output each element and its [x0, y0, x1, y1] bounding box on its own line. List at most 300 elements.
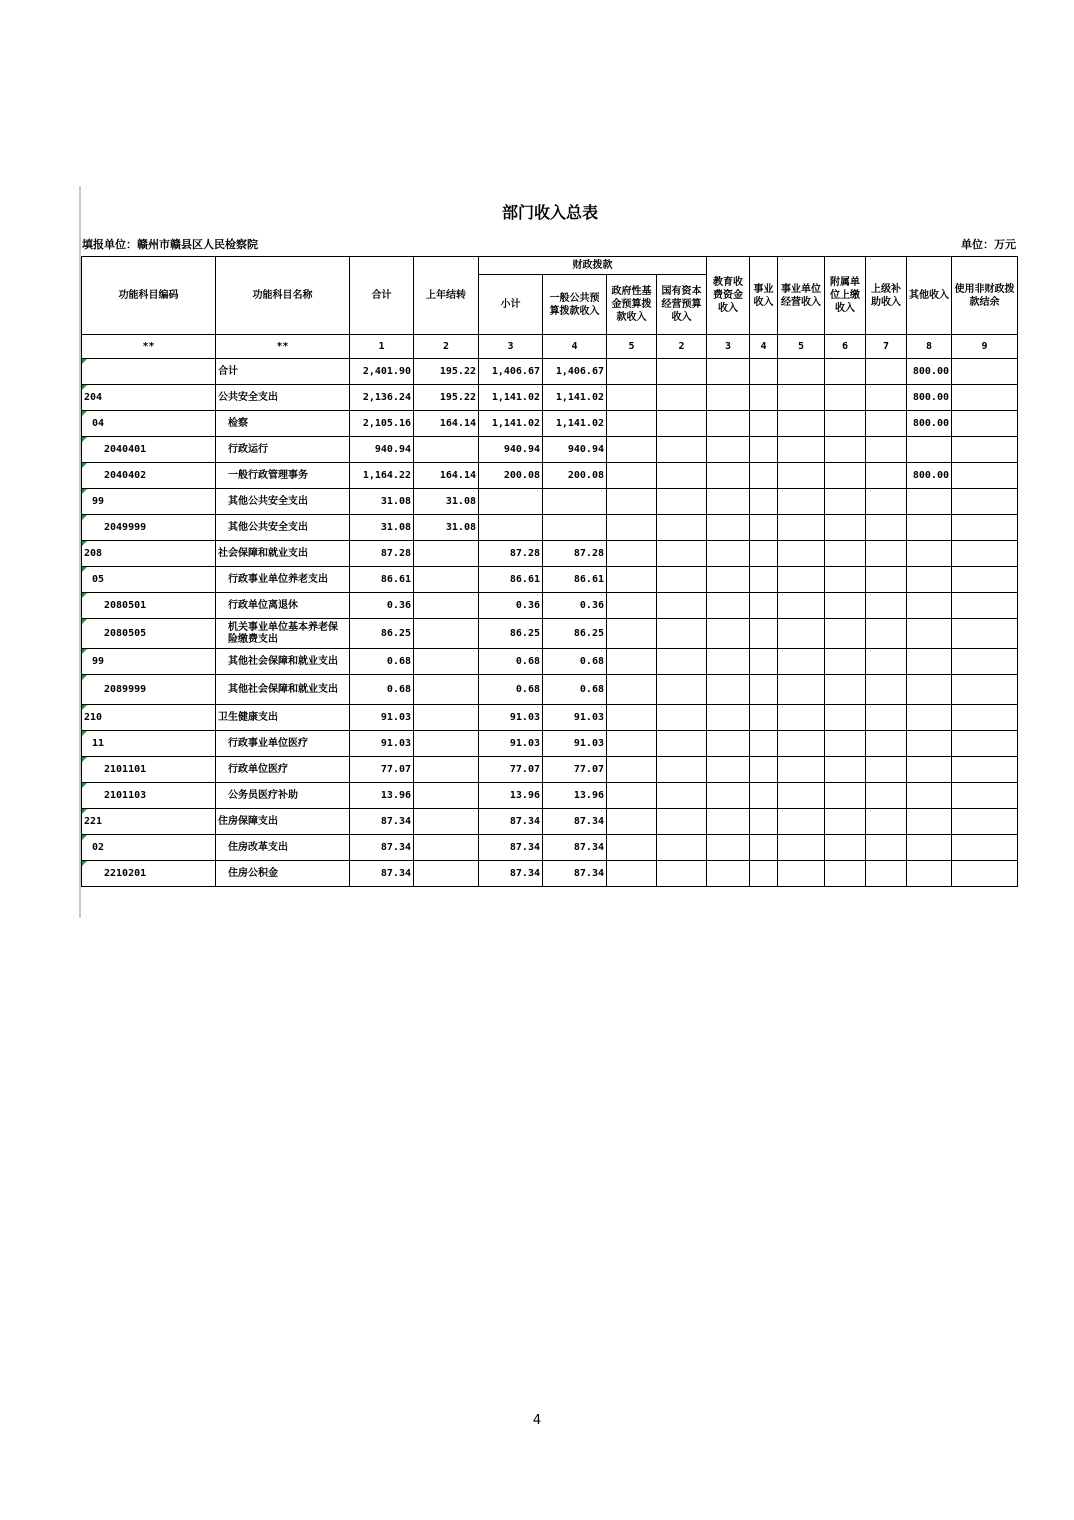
row-career: [750, 835, 778, 861]
row-subtotal: [479, 489, 543, 515]
row-other: [907, 567, 952, 593]
row-stateasset: [657, 675, 707, 705]
row-code: 2049999: [82, 515, 216, 541]
row-other: [907, 593, 952, 619]
row-code: 04: [82, 411, 216, 437]
row-general: 86.61: [543, 567, 607, 593]
row-career: [750, 437, 778, 463]
row-code: 210: [82, 705, 216, 731]
row-name: 公共安全支出: [216, 385, 350, 411]
row-other: [907, 705, 952, 731]
row-name: 住房保障支出: [216, 809, 350, 835]
row-business: [778, 567, 825, 593]
row-nonfiscal: [952, 731, 1018, 757]
row-edu: [707, 731, 750, 757]
table-row: [82, 835, 1018, 861]
row-subtotal: 0.68: [479, 675, 543, 705]
row-carry: [414, 567, 479, 593]
row-code: 208: [82, 541, 216, 567]
row-stateasset: [657, 731, 707, 757]
row-total: 91.03: [350, 731, 414, 757]
row-stateasset: [657, 757, 707, 783]
row-business: [778, 675, 825, 705]
header-career: 事业收入: [750, 257, 778, 335]
row-business: [778, 809, 825, 835]
row-edu: [707, 649, 750, 675]
row-stateasset: [657, 649, 707, 675]
index-cell: 8: [907, 335, 952, 359]
row-affiliated: [825, 675, 866, 705]
row-subtotal: 1,406.67: [479, 359, 543, 385]
row-name: 社会保障和就业支出: [216, 541, 350, 567]
table-row: [82, 705, 1018, 731]
row-nonfiscal: [952, 835, 1018, 861]
row-carry: [414, 675, 479, 705]
row-stateasset: [657, 783, 707, 809]
currency-unit: 单位：万元: [961, 238, 1016, 251]
row-govfund: [607, 731, 657, 757]
row-nonfiscal: [952, 675, 1018, 705]
row-govfund: [607, 411, 657, 437]
row-career: [750, 567, 778, 593]
row-code: 99: [82, 649, 216, 675]
row-edu: [707, 619, 750, 649]
row-other: [907, 757, 952, 783]
row-name: 行政运行: [216, 437, 350, 463]
row-name: 检察: [216, 411, 350, 437]
row-code: 221: [82, 809, 216, 835]
row-business: [778, 705, 825, 731]
row-general: 13.96: [543, 783, 607, 809]
row-total: 87.28: [350, 541, 414, 567]
row-subtotal: [479, 515, 543, 541]
row-edu: [707, 567, 750, 593]
header-general: 一般公共预算拨款收入: [543, 275, 607, 335]
row-business: [778, 861, 825, 887]
row-code: 99: [82, 489, 216, 515]
row-other: [907, 541, 952, 567]
table-row: [82, 675, 1018, 705]
row-subtotal: 91.03: [479, 731, 543, 757]
row-total: 0.36: [350, 593, 414, 619]
row-subsidy: [866, 675, 907, 705]
row-subsidy: [866, 757, 907, 783]
row-business: [778, 649, 825, 675]
row-business: [778, 783, 825, 809]
row-nonfiscal: [952, 783, 1018, 809]
row-govfund: [607, 385, 657, 411]
row-career: [750, 649, 778, 675]
row-total: 87.34: [350, 835, 414, 861]
row-code: 2080505: [82, 619, 216, 649]
header-code: 功能科目编码: [82, 257, 216, 335]
row-other: [907, 649, 952, 675]
row-subtotal: 0.68: [479, 649, 543, 675]
row-carry: [414, 437, 479, 463]
row-subsidy: [866, 463, 907, 489]
row-business: [778, 411, 825, 437]
row-subtotal: 1,141.02: [479, 411, 543, 437]
row-nonfiscal: [952, 515, 1018, 541]
row-subtotal: 200.08: [479, 463, 543, 489]
index-cell: 4: [543, 335, 607, 359]
row-carry: [414, 593, 479, 619]
row-subsidy: [866, 593, 907, 619]
row-total: 87.34: [350, 861, 414, 887]
row-business: [778, 541, 825, 567]
index-cell: 2: [657, 335, 707, 359]
row-other: [907, 515, 952, 541]
row-nonfiscal: [952, 593, 1018, 619]
row-business: [778, 731, 825, 757]
table-row: [82, 567, 1018, 593]
row-code: 2089999: [82, 675, 216, 705]
row-govfund: [607, 593, 657, 619]
row-subsidy: [866, 489, 907, 515]
table-row: [82, 619, 1018, 649]
row-career: [750, 675, 778, 705]
row-total: 13.96: [350, 783, 414, 809]
header-govfund: 政府性基金预算拨款收入: [607, 275, 657, 335]
row-govfund: [607, 783, 657, 809]
row-name: 其他公共安全支出: [216, 489, 350, 515]
row-nonfiscal: [952, 567, 1018, 593]
income-table: [81, 256, 1018, 887]
row-nonfiscal: [952, 359, 1018, 385]
row-subsidy: [866, 705, 907, 731]
row-name: 其他社会保障和就业支出: [216, 675, 350, 705]
row-affiliated: [825, 731, 866, 757]
row-general: 86.25: [543, 619, 607, 649]
row-nonfiscal: [952, 385, 1018, 411]
row-general: 0.68: [543, 675, 607, 705]
row-career: [750, 541, 778, 567]
row-subsidy: [866, 567, 907, 593]
row-other: [907, 861, 952, 887]
row-general: 87.28: [543, 541, 607, 567]
row-carry: [414, 541, 479, 567]
row-total: 86.25: [350, 619, 414, 649]
row-edu: [707, 593, 750, 619]
row-general: 940.94: [543, 437, 607, 463]
row-subsidy: [866, 411, 907, 437]
row-nonfiscal: [952, 489, 1018, 515]
row-subtotal: 0.36: [479, 593, 543, 619]
row-total: 31.08: [350, 515, 414, 541]
table-row: [82, 515, 1018, 541]
row-subtotal: 87.34: [479, 809, 543, 835]
row-edu: [707, 437, 750, 463]
table-row: [82, 757, 1018, 783]
row-subtotal: 91.03: [479, 705, 543, 731]
row-general: 1,141.02: [543, 385, 607, 411]
row-general: [543, 515, 607, 541]
row-edu: [707, 757, 750, 783]
row-affiliated: [825, 861, 866, 887]
row-career: [750, 515, 778, 541]
index-cell: 5: [778, 335, 825, 359]
row-affiliated: [825, 593, 866, 619]
row-stateasset: [657, 463, 707, 489]
row-govfund: [607, 649, 657, 675]
row-general: 0.68: [543, 649, 607, 675]
index-cell: 7: [866, 335, 907, 359]
row-affiliated: [825, 489, 866, 515]
row-subsidy: [866, 385, 907, 411]
row-edu: [707, 809, 750, 835]
row-subsidy: [866, 649, 907, 675]
row-nonfiscal: [952, 411, 1018, 437]
row-code: 2101103: [82, 783, 216, 809]
row-code: 204: [82, 385, 216, 411]
index-cell: **: [82, 335, 216, 359]
row-edu: [707, 463, 750, 489]
row-edu: [707, 861, 750, 887]
row-subsidy: [866, 359, 907, 385]
header-affiliated: 附属单位上缴收入: [825, 257, 866, 335]
row-subsidy: [866, 861, 907, 887]
row-subtotal: 940.94: [479, 437, 543, 463]
row-carry: [414, 731, 479, 757]
row-affiliated: [825, 437, 866, 463]
row-affiliated: [825, 541, 866, 567]
row-stateasset: [657, 861, 707, 887]
row-code: 2080501: [82, 593, 216, 619]
row-affiliated: [825, 515, 866, 541]
row-total: 2,401.90: [350, 359, 414, 385]
row-subtotal: 87.34: [479, 835, 543, 861]
row-affiliated: [825, 757, 866, 783]
header-name: 功能科目名称: [216, 257, 350, 335]
row-code: 11: [82, 731, 216, 757]
row-affiliated: [825, 359, 866, 385]
row-total: 86.61: [350, 567, 414, 593]
row-code: 2040401: [82, 437, 216, 463]
row-stateasset: [657, 411, 707, 437]
row-general: 0.36: [543, 593, 607, 619]
row-affiliated: [825, 619, 866, 649]
row-nonfiscal: [952, 437, 1018, 463]
row-govfund: [607, 861, 657, 887]
row-stateasset: [657, 541, 707, 567]
row-name: 机关事业单位基本养老保险缴费支出: [216, 619, 350, 649]
row-general: 91.03: [543, 705, 607, 731]
header-other: 其他收入: [907, 257, 952, 335]
row-name: 合计: [216, 359, 350, 385]
row-name: 公务员医疗补助: [216, 783, 350, 809]
index-cell: **: [216, 335, 350, 359]
row-other: 800.00: [907, 385, 952, 411]
row-career: [750, 593, 778, 619]
row-nonfiscal: [952, 861, 1018, 887]
index-row: [82, 335, 1018, 359]
row-general: 1,406.67: [543, 359, 607, 385]
row-total: 1,164.22: [350, 463, 414, 489]
index-cell: 3: [479, 335, 543, 359]
row-code: 02: [82, 835, 216, 861]
index-cell: 6: [825, 335, 866, 359]
table-row: [82, 411, 1018, 437]
row-affiliated: [825, 385, 866, 411]
table-row: [82, 783, 1018, 809]
row-edu: [707, 675, 750, 705]
row-stateasset: [657, 567, 707, 593]
row-carry: 195.22: [414, 385, 479, 411]
row-carry: [414, 619, 479, 649]
row-govfund: [607, 567, 657, 593]
row-name: 住房公积金: [216, 861, 350, 887]
row-stateasset: [657, 619, 707, 649]
row-affiliated: [825, 567, 866, 593]
row-total: 2,136.24: [350, 385, 414, 411]
row-carry: [414, 809, 479, 835]
row-business: [778, 437, 825, 463]
header-subtotal: 小计: [479, 275, 543, 335]
row-carry: [414, 861, 479, 887]
row-govfund: [607, 757, 657, 783]
row-nonfiscal: [952, 541, 1018, 567]
header-nonfiscal: 使用非财政拨款结余: [952, 257, 1018, 335]
row-affiliated: [825, 649, 866, 675]
header-row-1: [82, 257, 1018, 275]
row-other: [907, 783, 952, 809]
row-name: 其他公共安全支出: [216, 515, 350, 541]
row-carry: [414, 835, 479, 861]
table-row: [82, 385, 1018, 411]
row-total: 91.03: [350, 705, 414, 731]
row-stateasset: [657, 489, 707, 515]
row-edu: [707, 541, 750, 567]
row-career: [750, 731, 778, 757]
row-carry: [414, 783, 479, 809]
row-career: [750, 385, 778, 411]
row-edu: [707, 515, 750, 541]
row-edu: [707, 783, 750, 809]
row-business: [778, 515, 825, 541]
row-business: [778, 757, 825, 783]
row-total: 2,105.16: [350, 411, 414, 437]
row-subsidy: [866, 437, 907, 463]
row-carry: 31.08: [414, 515, 479, 541]
row-affiliated: [825, 463, 866, 489]
row-name: 住房改革支出: [216, 835, 350, 861]
row-subtotal: 86.25: [479, 619, 543, 649]
row-name: 一般行政管理事务: [216, 463, 350, 489]
row-affiliated: [825, 705, 866, 731]
row-total: 87.34: [350, 809, 414, 835]
row-other: [907, 731, 952, 757]
row-code: 05: [82, 567, 216, 593]
row-stateasset: [657, 835, 707, 861]
row-career: [750, 411, 778, 437]
row-career: [750, 783, 778, 809]
row-edu: [707, 411, 750, 437]
header-stateasset: 国有资本经营预算收入: [657, 275, 707, 335]
row-career: [750, 619, 778, 649]
row-business: [778, 359, 825, 385]
row-subsidy: [866, 541, 907, 567]
row-name: 行政单位医疗: [216, 757, 350, 783]
row-name: 行政事业单位养老支出: [216, 567, 350, 593]
row-nonfiscal: [952, 619, 1018, 649]
row-govfund: [607, 437, 657, 463]
row-general: 91.03: [543, 731, 607, 757]
header-business: 事业单位经营收入: [778, 257, 825, 335]
row-carry: [414, 757, 479, 783]
row-name: 卫生健康支出: [216, 705, 350, 731]
row-nonfiscal: [952, 809, 1018, 835]
row-code: 2210201: [82, 861, 216, 887]
row-name: 行政单位离退休: [216, 593, 350, 619]
row-stateasset: [657, 809, 707, 835]
row-subsidy: [866, 809, 907, 835]
row-carry: 164.14: [414, 463, 479, 489]
table-row: [82, 437, 1018, 463]
row-code: 2101101: [82, 757, 216, 783]
row-govfund: [607, 463, 657, 489]
row-govfund: [607, 359, 657, 385]
row-other: 800.00: [907, 463, 952, 489]
row-edu: [707, 359, 750, 385]
index-cell: 4: [750, 335, 778, 359]
row-career: [750, 705, 778, 731]
row-subtotal: 86.61: [479, 567, 543, 593]
row-subtotal: 1,141.02: [479, 385, 543, 411]
row-carry: 164.14: [414, 411, 479, 437]
row-govfund: [607, 489, 657, 515]
row-edu: [707, 705, 750, 731]
row-govfund: [607, 705, 657, 731]
row-total: 0.68: [350, 675, 414, 705]
row-general: [543, 489, 607, 515]
row-carry: [414, 649, 479, 675]
header-subsidy: 上级补助收入: [866, 257, 907, 335]
row-stateasset: [657, 705, 707, 731]
row-total: 31.08: [350, 489, 414, 515]
row-govfund: [607, 809, 657, 835]
table-row: [82, 649, 1018, 675]
row-total: 77.07: [350, 757, 414, 783]
index-cell: 2: [414, 335, 479, 359]
row-code: [82, 359, 216, 385]
row-govfund: [607, 619, 657, 649]
row-stateasset: [657, 359, 707, 385]
row-affiliated: [825, 411, 866, 437]
row-name: 行政事业单位医疗: [216, 731, 350, 757]
row-code: 2040402: [82, 463, 216, 489]
row-total: 0.68: [350, 649, 414, 675]
row-edu: [707, 835, 750, 861]
row-other: [907, 489, 952, 515]
index-cell: 5: [607, 335, 657, 359]
row-govfund: [607, 675, 657, 705]
row-subsidy: [866, 835, 907, 861]
row-subsidy: [866, 515, 907, 541]
header-total: 合计: [350, 257, 414, 335]
row-other: [907, 619, 952, 649]
row-subsidy: [866, 731, 907, 757]
row-subtotal: 87.28: [479, 541, 543, 567]
row-govfund: [607, 541, 657, 567]
table-row: [82, 463, 1018, 489]
row-govfund: [607, 515, 657, 541]
table-row: [82, 541, 1018, 567]
row-stateasset: [657, 437, 707, 463]
page-title: 部门收入总表: [501, 203, 598, 222]
row-general: 87.34: [543, 861, 607, 887]
row-nonfiscal: [952, 463, 1018, 489]
row-other: [907, 835, 952, 861]
